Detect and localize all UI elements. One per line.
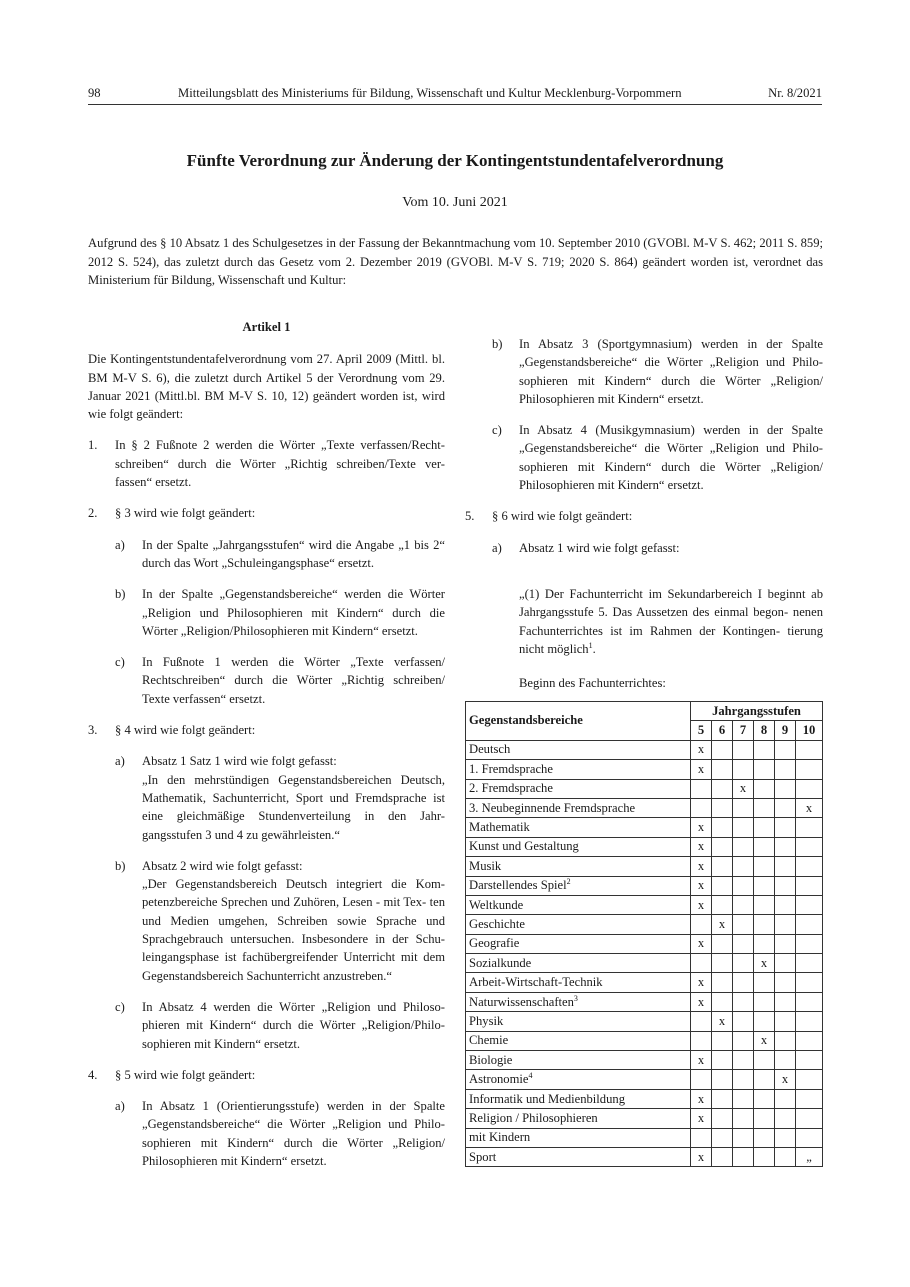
grade-mark-cell: x <box>754 954 775 973</box>
list-subitem <box>88 653 445 708</box>
subject-cell <box>466 798 691 817</box>
grade-mark-cell: x <box>691 876 712 895</box>
list-subitem <box>88 1097 445 1170</box>
grade-mark-cell <box>775 1147 796 1166</box>
table-row <box>466 895 823 914</box>
quoted-text: „In den mehrstündigen Gegenstandsbereichen Deutsch, Mathematik, Sachunterricht, Sport und Fremdsprache ist eine gleichmäßige Stundenverteilung in den Jahr- gangsstufen 3 und 4 zu gewährleisten.“ <box>142 772 445 842</box>
grade-mark-cell <box>712 876 733 895</box>
grade-mark-cell <box>733 1089 754 1108</box>
subject-name: Darstellendes Spiel <box>469 878 567 893</box>
grade-mark-cell <box>796 876 823 895</box>
grade-mark-cell <box>712 973 733 992</box>
table-row <box>466 1089 823 1108</box>
grade-mark-cell <box>754 1051 775 1070</box>
grade-header: 8 <box>754 721 775 740</box>
subject-cell <box>466 779 691 798</box>
grade-mark-cell: x <box>691 818 712 837</box>
grade-mark-cell <box>691 954 712 973</box>
subject-name: Astronomie <box>469 1072 529 1087</box>
table-row <box>466 798 823 817</box>
table-row <box>466 857 823 876</box>
grade-mark-cell: x <box>691 857 712 876</box>
grade-mark-cell <box>754 818 775 837</box>
grade-mark-cell <box>733 740 754 759</box>
item-text: Absatz 2 wird wie folgt gefasst: <box>142 858 303 873</box>
subject-cell <box>466 1031 691 1050</box>
grade-mark-cell <box>796 1031 823 1050</box>
grade-mark-cell: x <box>691 1109 712 1128</box>
list-subitem <box>465 539 823 557</box>
grade-mark-cell <box>754 1128 775 1147</box>
quote-end: . <box>592 641 596 656</box>
grade-mark-cell: x <box>691 1147 712 1166</box>
table-row <box>466 973 823 992</box>
column-header-grades: Jahrgangsstufen <box>691 702 823 721</box>
grade-mark-cell <box>712 857 733 876</box>
grade-mark-cell: x <box>691 837 712 856</box>
grade-mark-cell <box>712 818 733 837</box>
grade-mark-cell <box>775 1031 796 1050</box>
table-row <box>466 1070 823 1089</box>
subject-name: Informatik und Medienbildung <box>469 1091 625 1106</box>
list-subitem <box>88 857 445 875</box>
table-caption: Beginn des Fachunterrichtes: <box>519 676 666 691</box>
item-text: Absatz 1 wird wie folgt gefasst: <box>519 540 680 555</box>
subject-name: Deutsch <box>469 742 511 757</box>
item-marker: 1. <box>88 438 98 453</box>
grade-mark-cell: x <box>712 915 733 934</box>
grade-header: 9 <box>775 721 796 740</box>
list-item <box>88 1066 445 1084</box>
grade-mark-cell <box>796 818 823 837</box>
grade-mark-cell <box>796 837 823 856</box>
grade-mark-cell <box>691 915 712 934</box>
grade-mark-cell: x <box>691 1051 712 1070</box>
table-row <box>466 1147 823 1166</box>
item-marker: a) <box>115 537 125 552</box>
table-row <box>466 876 823 895</box>
footnote-marker: 2 <box>566 877 571 887</box>
quoted-text <box>465 585 823 658</box>
grade-mark-cell <box>775 1012 796 1031</box>
grade-mark-cell: x <box>691 992 712 1011</box>
grade-mark-cell: x <box>691 1089 712 1108</box>
grade-mark-cell <box>691 798 712 817</box>
issue-number: Nr. 8/2021 <box>768 86 822 100</box>
grade-mark-cell <box>796 973 823 992</box>
list-subitem <box>88 536 445 573</box>
item-marker: 5. <box>465 509 475 524</box>
grade-mark-cell <box>712 1109 733 1128</box>
grade-mark-cell <box>712 760 733 779</box>
grade-mark-cell <box>796 992 823 1011</box>
grade-mark-cell <box>712 1051 733 1070</box>
grade-mark-cell <box>775 1109 796 1128</box>
grade-mark-cell <box>712 779 733 798</box>
grade-mark-cell: x <box>691 760 712 779</box>
grade-mark-cell <box>754 1070 775 1089</box>
subject-cell <box>466 915 691 934</box>
grade-mark-cell <box>775 876 796 895</box>
grade-mark-cell <box>775 934 796 953</box>
grade-mark-cell <box>754 876 775 895</box>
list-subitem <box>88 585 445 640</box>
grade-mark-cell: x <box>754 1031 775 1050</box>
list-subitem <box>465 421 823 494</box>
grade-mark-cell <box>712 992 733 1011</box>
grade-mark-cell: x <box>691 895 712 914</box>
grade-mark-cell: x <box>796 798 823 817</box>
quoted-text: „Der Gegenstandsbereich Deutsch integriert die Kom- petenzbereiche Sprechen und Zuhören, Lesen - mit Tex- ten und Medien umgehen, Schreiben sowie Sprache und Sprachgebrauch untersuchen. Insbesondere in der Schu- leingangsphase ist fachübergreifender Unterricht mit dem Gegenstandsbereich Sachunterricht anzustreben.“ <box>142 877 445 983</box>
table-row <box>466 1031 823 1050</box>
grade-mark-cell <box>712 798 733 817</box>
grade-mark-cell <box>733 992 754 1011</box>
grade-mark-cell <box>712 1070 733 1089</box>
subject-name: 3. Neubeginnende Fremdsprache <box>469 800 636 815</box>
item-text: In Absatz 4 (Musikgymnasium) werden in der Spalte „Gegenstandsbereiche“ die Wörter „Religion und Philo- sophieren mit Kindern“ durch die Wörter „Religion/ Philosophieren mit Kindern“ ersetzt. <box>519 423 823 493</box>
grade-mark-cell <box>733 818 754 837</box>
subject-name: Naturwissenschaften <box>469 994 574 1009</box>
grade-mark-cell <box>796 954 823 973</box>
subject-cell <box>466 973 691 992</box>
grade-mark-cell: „ <box>796 1147 823 1166</box>
grade-mark-cell <box>796 1089 823 1108</box>
table-row <box>466 818 823 837</box>
subject-cell <box>466 1109 691 1128</box>
grade-mark-cell <box>691 779 712 798</box>
item-marker: b) <box>115 587 126 602</box>
table-row <box>466 1012 823 1031</box>
list-subitem <box>88 998 445 1053</box>
grade-header: 6 <box>712 721 733 740</box>
subject-name: Arbeit-Wirtschaft-Technik <box>469 975 603 990</box>
subject-cell <box>466 740 691 759</box>
grade-mark-cell: x <box>691 973 712 992</box>
subject-cell <box>466 1128 691 1147</box>
grade-mark-cell <box>754 1089 775 1108</box>
item-marker: a) <box>492 540 502 555</box>
grade-mark-cell <box>775 857 796 876</box>
grade-header: 7 <box>733 721 754 740</box>
grade-mark-cell <box>712 895 733 914</box>
list-subitem <box>88 752 445 770</box>
item-text: In der Spalte „Gegenstandsbereiche“ werden die Wörter „Religion und Philosophieren mit Kindern“ durch die Wörter „Religion/Philosophieren mit Kindern“ ersetzt. <box>142 587 445 638</box>
item-marker: 2. <box>88 506 98 521</box>
list-item <box>88 504 445 522</box>
grade-mark-cell <box>733 876 754 895</box>
subject-name: Musik <box>469 858 502 873</box>
footnote-marker: 1 <box>588 640 593 650</box>
item-text: In der Spalte „Jahrgangsstufen“ wird die Angabe „1 bis 2“ durch das Wort „Schuleingangsphase“ ersetzt. <box>142 537 445 570</box>
journal-title: Mitteilungsblatt des Ministeriums für Bildung, Wissenschaft und Kultur Mecklenburg-Vorpommern <box>178 86 682 100</box>
grade-mark-cell <box>712 1031 733 1050</box>
subject-cell <box>466 818 691 837</box>
subject-cell <box>466 992 691 1011</box>
grade-mark-cell <box>754 1012 775 1031</box>
grade-mark-cell <box>775 760 796 779</box>
subject-cell <box>466 760 691 779</box>
grade-mark-cell <box>733 760 754 779</box>
table-row <box>466 915 823 934</box>
grade-mark-cell: x <box>712 1012 733 1031</box>
grade-mark-cell: x <box>775 1070 796 1089</box>
subject-name: Geografie <box>469 936 520 951</box>
subject-cell <box>466 1089 691 1108</box>
item-text: § 5 wird wie folgt geändert: <box>115 1067 256 1082</box>
item-text: In Absatz 3 (Sportgymnasium) werden in der Spalte „Gegenstandsbereiche“ die Wörter „Religion und Philo- sophieren mit Kindern“ durch die Wörter „Religion/ Philosophieren mit Kindern“ ersetzt. <box>519 337 823 406</box>
subject-name: Mathematik <box>469 820 530 835</box>
grade-mark-cell <box>775 973 796 992</box>
grade-mark-cell <box>733 1128 754 1147</box>
grade-mark-cell <box>691 1128 712 1147</box>
subject-name: Geschichte <box>469 916 525 931</box>
table-row <box>466 837 823 856</box>
item-marker: a) <box>115 754 125 769</box>
subject-name: Sozialkunde <box>469 955 532 970</box>
subject-name: Sport <box>469 1149 497 1164</box>
subject-name: Biologie <box>469 1052 513 1067</box>
subject-cell <box>466 1051 691 1070</box>
grade-mark-cell <box>796 1128 823 1147</box>
grade-mark-cell <box>775 1051 796 1070</box>
grade-mark-cell <box>796 1012 823 1031</box>
grade-mark-cell <box>775 992 796 1011</box>
grade-mark-cell <box>733 1012 754 1031</box>
grade-mark-cell <box>796 857 823 876</box>
subject-cell <box>466 1070 691 1089</box>
grade-mark-cell <box>796 895 823 914</box>
grade-mark-cell <box>754 934 775 953</box>
subject-cell <box>466 837 691 856</box>
item-marker: b) <box>492 337 503 351</box>
page-header <box>88 86 822 105</box>
table-row <box>466 992 823 1011</box>
grade-mark-cell <box>712 1128 733 1147</box>
subject-cell <box>466 857 691 876</box>
subject-name: Weltkunde <box>469 897 524 912</box>
subject-cell <box>466 1012 691 1031</box>
subject-name: mit Kindern <box>469 1130 531 1145</box>
grade-mark-cell <box>775 837 796 856</box>
grade-mark-cell <box>712 837 733 856</box>
item-marker: c) <box>115 999 125 1014</box>
grade-mark-cell <box>733 934 754 953</box>
grade-mark-cell: x <box>691 740 712 759</box>
item-text: § 3 wird wie folgt geändert: <box>115 506 256 521</box>
grade-mark-cell <box>733 973 754 992</box>
grade-mark-cell <box>754 992 775 1011</box>
table-body <box>466 740 823 1167</box>
grade-mark-cell <box>691 1031 712 1050</box>
table-row <box>466 954 823 973</box>
grade-mark-cell <box>754 857 775 876</box>
grade-mark-cell <box>796 1109 823 1128</box>
table-row <box>466 1109 823 1128</box>
grade-mark-cell <box>691 1070 712 1089</box>
subject-cell <box>466 934 691 953</box>
grade-mark-cell <box>754 837 775 856</box>
grade-mark-cell <box>796 1070 823 1089</box>
subject-name: Chemie <box>469 1033 509 1048</box>
grade-mark-cell <box>754 740 775 759</box>
page-number: 98 <box>88 86 101 100</box>
item-marker: c) <box>492 423 502 438</box>
grade-mark-cell <box>733 1051 754 1070</box>
left-column <box>88 318 445 1170</box>
grade-mark-cell <box>796 915 823 934</box>
list-item <box>465 507 823 525</box>
grade-mark-cell <box>775 818 796 837</box>
grade-header: 5 <box>691 721 712 740</box>
grade-mark-cell <box>754 779 775 798</box>
grade-mark-cell <box>775 915 796 934</box>
grade-mark-cell <box>754 895 775 914</box>
grade-mark-cell: x <box>733 779 754 798</box>
grade-header: 10 <box>796 721 823 740</box>
subject-name: 1. Fremdsprache <box>469 761 553 776</box>
grade-mark-cell <box>712 934 733 953</box>
grade-mark-cell <box>733 1070 754 1089</box>
subject-cell <box>466 954 691 973</box>
item-text: In Absatz 1 (Orientierungsstufe) werden in der Spalte „Gegenstandsbereiche“ die Wörter „Religion und Philo- sophieren mit Kindern“ durch die Wörter „Religion/ Philosophieren mit Kindern“ ersetzt. <box>142 1099 445 1168</box>
item-text: § 6 wird wie folgt geändert: <box>492 509 633 524</box>
subject-name: Kunst und Gestaltung <box>469 839 579 854</box>
list-item <box>88 436 445 491</box>
grade-mark-cell <box>712 740 733 759</box>
table-row <box>466 1128 823 1147</box>
grade-mark-cell <box>754 1109 775 1128</box>
grade-mark-cell <box>733 1147 754 1166</box>
grade-mark-cell <box>754 1147 775 1166</box>
grade-mark-cell <box>796 934 823 953</box>
grade-mark-cell <box>775 954 796 973</box>
grade-mark-cell <box>796 740 823 759</box>
document-title: Fünfte Verordnung zur Änderung der Kontingentstundentafelverordnung <box>186 151 724 170</box>
grade-mark-cell <box>733 1109 754 1128</box>
item-marker: 3. <box>88 723 98 738</box>
grade-mark-cell <box>754 760 775 779</box>
subject-start-table <box>465 701 823 1167</box>
table-row <box>466 740 823 759</box>
column-header-subjects: Gegenstandsbereiche <box>466 702 691 741</box>
grade-mark-cell <box>733 895 754 914</box>
item-marker: 4. <box>88 1067 98 1082</box>
grade-mark-cell <box>775 1089 796 1108</box>
grade-mark-cell <box>775 895 796 914</box>
grade-mark-cell <box>733 837 754 856</box>
right-column <box>465 335 823 692</box>
item-marker: a) <box>115 1099 125 1114</box>
document-date: Vom 10. Juni 2021 <box>402 195 508 210</box>
grade-mark-cell <box>754 915 775 934</box>
subject-cell <box>466 895 691 914</box>
grade-mark-cell <box>733 798 754 817</box>
grade-mark-cell <box>754 973 775 992</box>
grade-mark-cell <box>712 954 733 973</box>
list-item <box>88 721 445 739</box>
grade-mark-cell <box>733 915 754 934</box>
table-row <box>466 934 823 953</box>
item-text: In Fußnote 1 werden die Wörter „Texte verfassen/ Rechtschreiben“ durch die Wörter „Richtig schreiben/ Texte verfassen“ ersetzt. <box>142 655 445 706</box>
subject-cell <box>466 876 691 895</box>
grade-mark-cell: x <box>691 934 712 953</box>
grade-mark-cell <box>796 1051 823 1070</box>
grade-mark-cell <box>754 798 775 817</box>
subject-cell <box>466 1147 691 1166</box>
grade-mark-cell <box>775 1128 796 1147</box>
article-lead: Die Kontingentstundentafelverordnung vom 27. April 2009 (Mittl. bl. BM M-V S. 6), die zuletzt durch Artikel 5 der Verordnung vom 29. Januar 2021 (Mittl.bl. BM M-V S. 10, 12) geändert worden ist, wird wie folgt geändert: <box>88 352 445 422</box>
grade-mark-cell <box>775 740 796 759</box>
grade-mark-cell <box>796 760 823 779</box>
subject-name: 2. Fremdsprache <box>469 781 553 796</box>
grade-mark-cell <box>733 1031 754 1050</box>
grade-mark-cell <box>712 1147 733 1166</box>
intro-paragraph: Aufgrund des § 10 Absatz 1 des Schulgesetzes in der Fassung der Bekanntmachung vom 10. September 2010 (GVOBl. M-V S. 462; 2011 S. 859; 2012 S. 524), das zuletzt durch das Gesetz vom 2. Dezember 2019 (GVOBl. M-V S. 719; 2020 S. 864) geändert worden ist, verordnet das Ministerium für Bildung, Wissenschaft und Kultur: <box>88 236 823 287</box>
subject-name: Physik <box>469 1013 504 1028</box>
grade-mark-cell <box>775 779 796 798</box>
footnote-marker: 4 <box>528 1070 533 1080</box>
grade-mark-cell <box>733 857 754 876</box>
article-heading: Artikel 1 <box>242 320 291 334</box>
item-marker: b) <box>115 858 126 873</box>
item-text: In Absatz 4 werden die Wörter „Religion und Philoso- phieren mit Kindern“ durch die Wörter „Religion/Philo- sophieren mit Kindern“ ersetzt. <box>142 999 445 1051</box>
table-row <box>466 760 823 779</box>
footnote-marker: 3 <box>573 993 578 1003</box>
grade-mark-cell <box>775 798 796 817</box>
grade-mark-cell <box>691 1012 712 1031</box>
item-text: § 4 wird wie folgt geändert: <box>115 723 256 738</box>
list-subitem <box>465 335 823 408</box>
grade-mark-cell <box>712 1089 733 1108</box>
table-row <box>466 1051 823 1070</box>
quote-body: „(1) Der Fachunterricht im Sekundarbereich I beginnt ab Jahrgangsstufe 5. Das Aussetzen des einmal begon- nenen Fachunterrichtes ist im Rahmen der Kontingen- tierung nicht möglich <box>519 586 823 656</box>
grade-mark-cell <box>796 779 823 798</box>
item-text: Absatz 1 Satz 1 wird wie folgt gefasst: <box>142 754 337 769</box>
grade-mark-cell <box>733 954 754 973</box>
subject-name: Religion / Philosophieren <box>469 1110 598 1125</box>
table-row <box>466 779 823 798</box>
item-text: In § 2 Fußnote 2 werden die Wörter „Texte verfassen/Recht- schreiben“ durch die Wörter „Richtig schreiben/Texte ver- fassen“ ersetzt. <box>115 438 445 490</box>
item-marker: c) <box>115 655 125 670</box>
